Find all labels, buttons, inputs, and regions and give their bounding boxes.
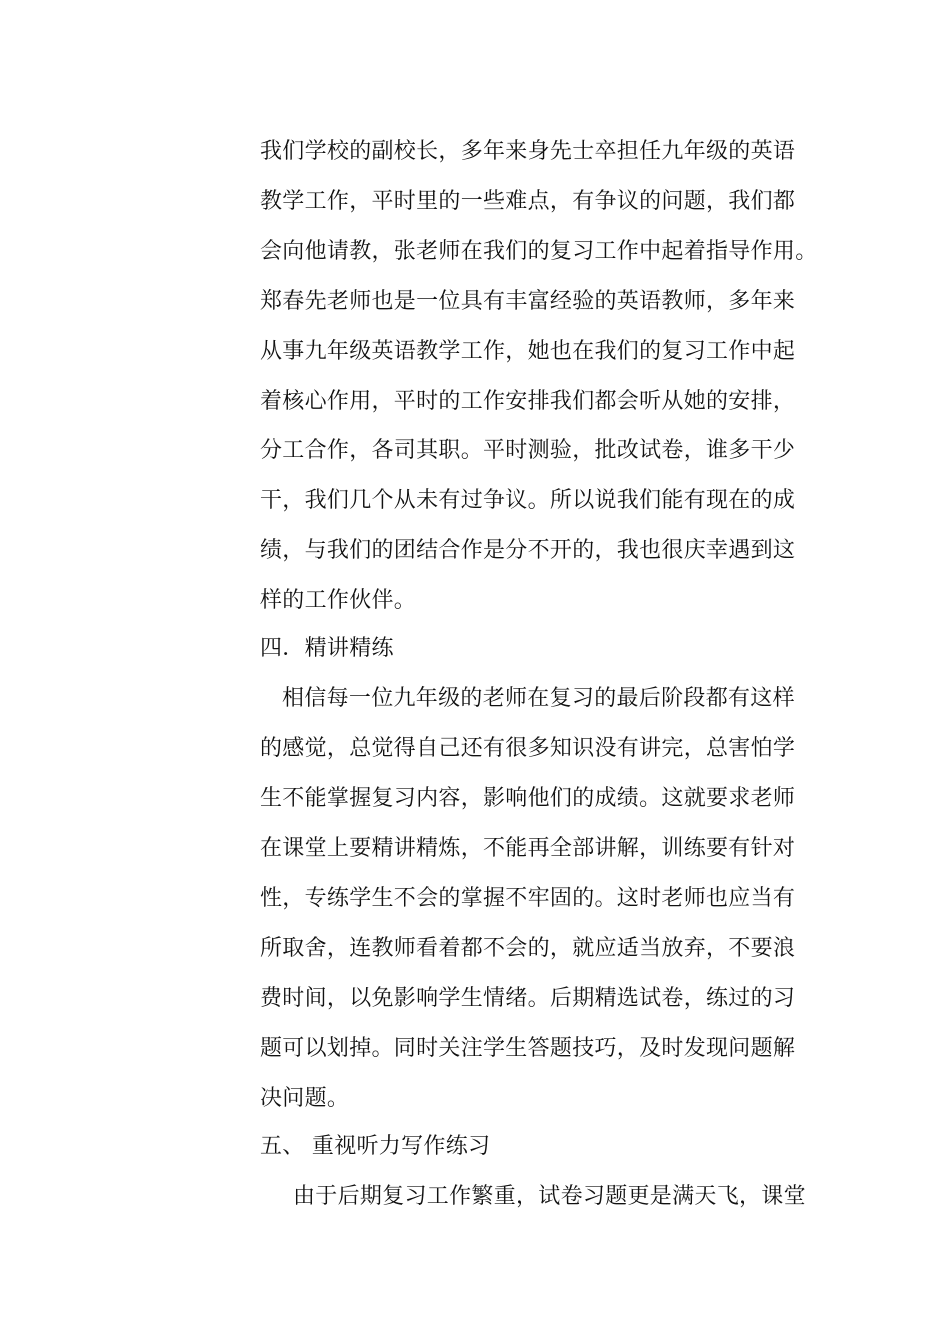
- body-line: 的感觉，总觉得自己还有很多知识没有讲完，总害怕学: [260, 736, 796, 761]
- body-line: 性，专练学生不会的掌握不牢固的。这时老师也应当有: [260, 886, 796, 911]
- body-line: 从事九年级英语教学工作，她也在我们的复习工作中起: [260, 339, 796, 364]
- section-heading: 五、 重视听力写作练习: [260, 1134, 491, 1159]
- body-line: 费时间，以免影响学生情绪。后期精选试卷，练过的习: [260, 986, 796, 1011]
- body-line: 样的工作伙伴。: [260, 588, 417, 613]
- body-line: 生不能掌握复习内容，影响他们的成绩。这就要求老师: [260, 786, 796, 811]
- body-line: 会向他请教，张老师在我们的复习工作中起着指导作用。: [260, 239, 818, 264]
- body-line: 所取舍，连教师看着都不会的，就应适当放弃，不要浪: [260, 936, 796, 961]
- body-line: 绩，与我们的团结合作是分不开的，我也很庆幸遇到这: [260, 538, 796, 563]
- body-line: 分工合作，各司其职。平时测验，批改试卷，谁多干少: [260, 438, 796, 463]
- body-line: 相信每一位九年级的老师在复习的最后阶段都有这样: [282, 686, 795, 711]
- body-line: 郑春先老师也是一位具有丰富经验的英语教师，多年来: [260, 289, 796, 314]
- body-line: 干，我们几个从未有过争议。所以说我们能有现在的成: [260, 488, 796, 513]
- body-line: 决问题。: [260, 1086, 350, 1111]
- body-line: 教学工作，平时里的一些难点，有争议的问题，我们都: [260, 189, 796, 214]
- body-line: 我们学校的副校长，多年来身先士卒担任九年级的英语: [260, 139, 796, 164]
- section-heading: 四．精讲精练: [260, 636, 394, 661]
- body-line: 由于后期复习工作繁重，试卷习题更是满天飞，课堂: [293, 1184, 806, 1209]
- body-line: 在课堂上要精讲精炼，不能再全部讲解，训练要有针对: [260, 836, 796, 861]
- body-line: 题可以划掉。同时关注学生答题技巧，及时发现问题解: [260, 1036, 796, 1061]
- body-line: 着核心作用，平时的工作安排我们都会听从她的安排，: [260, 389, 796, 414]
